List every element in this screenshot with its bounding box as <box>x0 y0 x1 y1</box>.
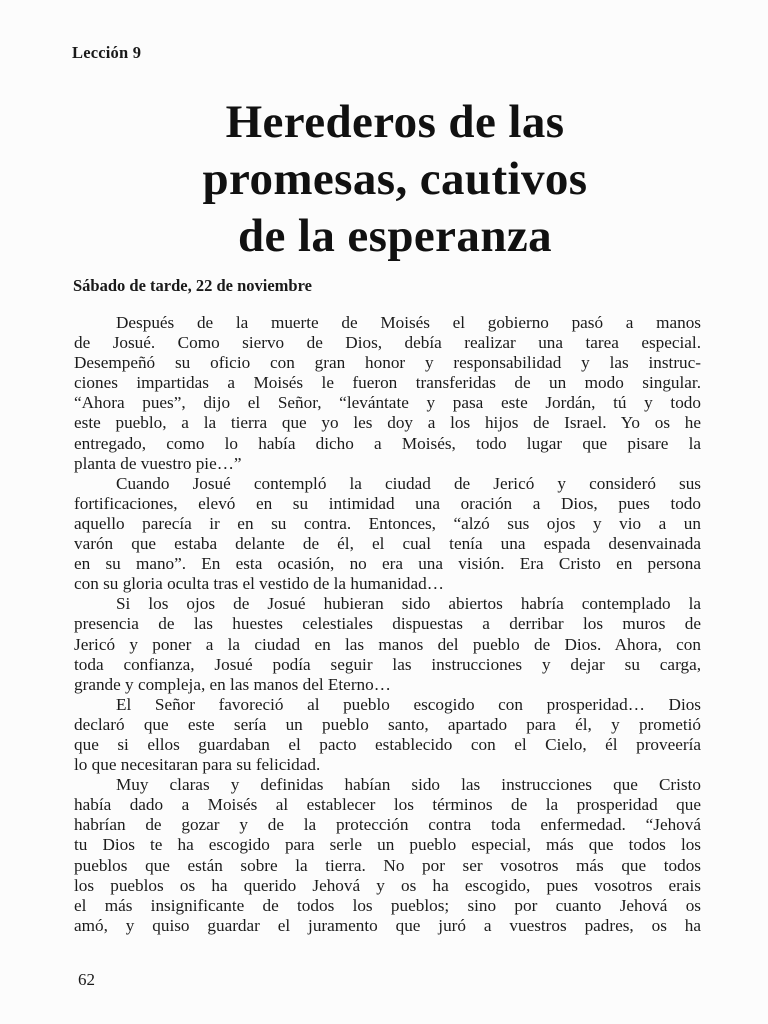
body-line: El Señor favoreció al pueblo escogido con prosperidad… Dios <box>116 694 701 714</box>
body-line: Cuando Josué contempló la ciudad de Jericó y consideró sus <box>116 473 701 493</box>
body-line: los pueblos os ha querido Jehová y os ha escogido, pues vosotros erais <box>74 875 701 895</box>
body-line: que si ellos guardaban el pacto establecido con el Cielo, él proveería <box>74 734 701 754</box>
body-line: Si los ojos de Josué hubieran sido abiertos habría contemplado la <box>116 594 701 614</box>
body-line: Jericó y poner a la ciudad en las manos del pueblo de Dios. Ahora, con <box>74 634 701 654</box>
body-line: en su mano”. En esta ocasión, no era una visión. Era Cristo en persona <box>74 554 701 574</box>
body-line: presencia de las huestes celestiales dispuestas a derribar los muros de <box>74 614 701 634</box>
body-line: lo que necesitaran para su felicidad. <box>74 755 321 775</box>
body-line: varón que estaba delante de él, el cual tenía una espada desenvainada <box>74 534 701 554</box>
title-line-1: Herederos de las <box>225 96 565 148</box>
body-line: fortificaciones, elevó en su intimidad una oración a Dios, pues todo <box>74 493 701 513</box>
body-line: toda confianza, Josué podía seguir las instrucciones y dejar su carga, <box>74 654 701 674</box>
body-line: declaró que este sería un pueblo santo, apartado para él, y prometió <box>74 714 701 734</box>
body-line: amó, y quiso guardar el juramento que juró a vuestros padres, os ha <box>74 915 701 935</box>
body-line: pueblos que están sobre la tierra. No por ser vosotros más que todos <box>74 855 701 875</box>
body-line: con su gloria oculta tras el vestido de la humanidad… <box>74 574 444 594</box>
body-line: había dado a Moisés al establecer los términos de la prosperidad que <box>74 795 701 815</box>
lesson-label: Lección 9 <box>72 43 142 62</box>
body-line: aquello parecía ir en su contra. Entonces, “alzó sus ojos y vio a un <box>74 513 701 533</box>
body-text <box>74 313 701 936</box>
body-line: planta de vuestro pie…” <box>74 453 242 473</box>
body-line: “Ahora pues”, dijo el Señor, “levántate y pasa este Jordán, tú y todo <box>74 393 701 413</box>
body-line: Después de la muerte de Moisés el gobierno pasó a manos <box>116 313 701 332</box>
body-line: habrían de gozar y de la protección contra toda enfermedad. “Jehová <box>74 815 701 835</box>
body-line: grande y compleja, en las manos del Eterno… <box>74 674 391 694</box>
title-line-3: de la esperanza <box>237 210 553 262</box>
body-line: este pueblo, a la tierra que yo les doy a los hijos de Israel. Yo os he <box>74 413 701 433</box>
body-line: tu Dios te ha escogido para serle un pueblo especial, más que todos los <box>74 835 701 855</box>
page-number: 62 <box>78 970 95 989</box>
body-line: el más insignificante de todos los pueblos; sino por cuanto Jehová os <box>74 895 701 915</box>
title-line-2: promesas, cautivos <box>202 153 588 205</box>
section-subtitle: Sábado de tarde, 22 de noviembre <box>73 276 312 295</box>
body-line: Muy claras y definidas habían sido las instrucciones que Cristo <box>116 775 701 795</box>
body-line: ciones impartidas a Moisés le fueron transferidas de un modo singular. <box>74 373 701 393</box>
body-line: Desempeñó su oficio con gran honor y responsabilidad y las instruc- <box>74 353 701 373</box>
body-line: entregado, como lo había dicho a Moisés, todo lugar que pisare la <box>74 433 701 453</box>
page-title <box>60 94 730 265</box>
body-line: de Josué. Como siervo de Dios, debía realizar una tarea especial. <box>74 333 701 353</box>
